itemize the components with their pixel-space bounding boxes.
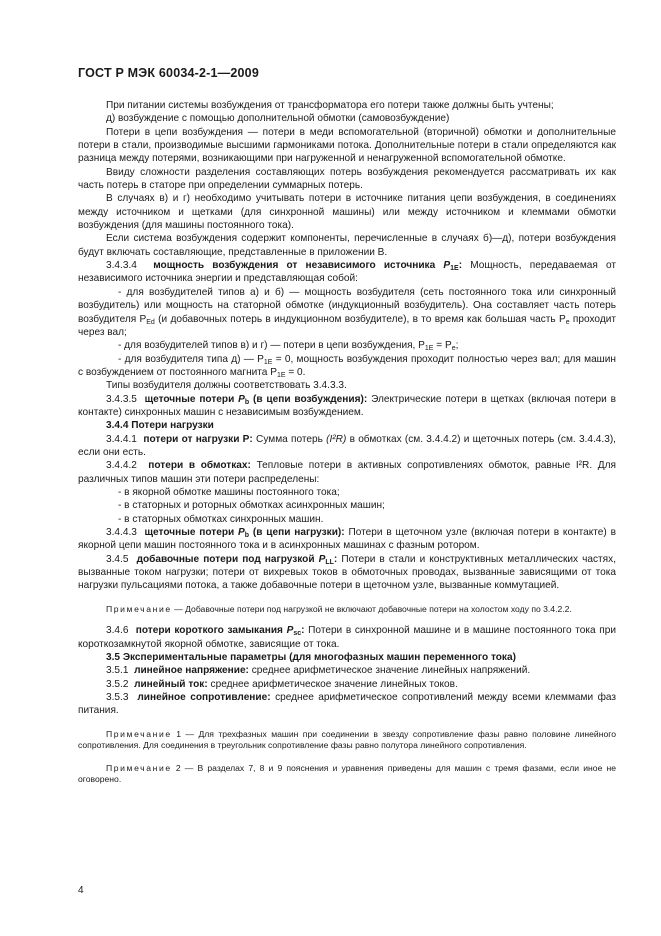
section-3-5-3	[78, 691, 616, 718]
term: потери короткого замыкания	[135, 625, 283, 637]
note-label: Примечание	[106, 762, 172, 773]
term: линейное сопротивление:	[137, 691, 271, 703]
paragraph: Потери в цепи возбуждения — потери в меди вспомогательной (вторичной) обмотки и дополнительные потери в стали, производимые высшими гармониками потока. Дополнительные потери в стали определяются как разница между потерями, возникающими при нагруженной и ненагруженной вспомогательной обмотке.	[78, 126, 616, 165]
section-heading: 3.5 Экспериментальные параметры (для многофазных машин переменного тока)	[106, 651, 516, 663]
list-text: ;	[455, 340, 459, 352]
section-number: 3.4.4.3	[106, 527, 137, 538]
note-text: 2 — В разделах 7, 8 и 9 пояснения и уравнения приведены для машин с тремя фазами, если иное не оговорено.	[78, 762, 616, 785]
definition-text: среднее арифметическое сопротивлений между всеми клеммами фаз питания.	[78, 691, 617, 717]
list-text: = P	[433, 340, 452, 352]
symbol: P	[443, 260, 451, 272]
symbol-subscript: 1E	[450, 265, 459, 273]
term: (в цепи нагрузки):	[252, 527, 345, 538]
paragraph: Если система возбуждения содержит компоненты, перечисленные в случаях б)—д), потери возбуждения будут включать составляющие, представленные в приложении В.	[78, 233, 616, 258]
note-text: 1 — Для трехфазных машин при соединении в звезду сопротивление фазы равно половине линейного сопротивления. Для соединения в треугольник сопротивление фазы равно полутора линейного сопротивления.	[78, 728, 616, 751]
document-body	[78, 99, 616, 786]
list-item	[78, 286, 616, 339]
list-item	[78, 353, 616, 380]
section-3-5	[78, 651, 616, 664]
document-header: ГОСТ Р МЭК 60034-2-1—2009	[78, 66, 259, 80]
list-text: - для возбудителя типа д) — P	[118, 353, 264, 365]
list-item: - в якорной обмотке машины постоянного тока;	[118, 486, 340, 498]
section-3-5-2	[78, 678, 616, 691]
symbol-subscript: LL	[325, 558, 334, 566]
term: потери в обмотках:	[148, 460, 251, 472]
section-3-4-3-4: 3.4.3.4 мощность возбуждения от независимого источника $P_{1E}$: Мощность, передаваемая от независимого источника энергии и представляющая собой:	[78, 260, 617, 285]
symbol-subscript: b	[244, 532, 250, 539]
symbol-subscript: 1E	[263, 358, 273, 366]
formula: (I²R)	[326, 433, 347, 445]
definition-text: Потери в стали и конструктивных металлических частях, вызванные током нагрузки; потери от вихревых токов в обмоточных проводах, вызванные зависящими от тока нагрузки пульсациями потока, а также добавочные потери в щеточном узле, вызванные коммутацией.	[78, 553, 616, 592]
section-3-4-3-5	[78, 393, 616, 420]
symbol-subscript: b	[244, 398, 250, 406]
symbol-subscript: e	[451, 345, 456, 353]
term: линейный ток:	[134, 678, 208, 690]
section-number: 3.4.4.2	[106, 460, 137, 472]
definition-text: Мощность, передаваемая от независимого источника энергии и представляющая собой:	[78, 260, 617, 285]
section-3-4-4-2	[78, 459, 616, 486]
list-item: - в статорных обмотках синхронных машин.	[118, 513, 324, 525]
paragraph: Типы возбудителя должны соответствовать 3.4.3.3.	[106, 380, 347, 392]
definition-text: среднее арифметическое значение линейных напряжений.	[251, 665, 531, 677]
term: мощность возбуждения от независимого источника	[153, 260, 436, 272]
section-heading: 3.4.4 Потери нагрузки	[106, 420, 214, 432]
section-number: 3.4.5	[106, 553, 129, 565]
definition-text: среднее арифметическое значение линейных токов.	[210, 678, 458, 690]
symbol-subscript: sc	[293, 630, 302, 638]
definition-text: Электрические потери в щетках (включая потери в контакте) синхронных машин с независимым возбуждением.	[78, 393, 616, 418]
symbol: P	[238, 393, 245, 405]
paragraph: Ввиду сложности разделения составляющих потерь возбуждения рекомендуется рассматривать их как часть потерь в статоре при определении суммарных потерь.	[78, 166, 616, 192]
list-text: - для возбудителей типов в) и г) — потери в цепи возбуждения, P	[118, 340, 425, 352]
definition-text: в обмотках (см. 3.4.4.2) и щеточных потерь (см. 3.4.4.3), если они есть.	[78, 433, 616, 458]
section-number: 3.4.3.4	[106, 260, 137, 272]
list-text: (и добавочных потерь в индукционном возбудителе), в то время как большая часть P	[154, 313, 566, 325]
symbol: P	[318, 553, 326, 565]
note	[78, 729, 616, 752]
list-text: - для возбудителей типов а) и б) — мощность возбудителя (сеть постоянного тока или синхронный возбудитель) или мощность на статорной обмотке (индукционный возбудитель). Она составляет часть потерь возбудителя P	[78, 286, 616, 325]
section-3-4-4	[78, 419, 616, 432]
paragraph: В случаях в) и г) необходимо учитывать потери в источнике питания цепи возбуждения, в соединениях между источником и щетками (для синхронной машины) или между источником и клеммами обмотки возбуждения (для машины постоянного тока).	[78, 193, 616, 232]
section-3-4-5: 3.4.5 добавочные потери под нагрузкой $P_{LL}$: Потери в стали и конструктивных металлических частях, вызванные током нагрузки; потери от вихревых токов в обмоточных проводах, вызванные зависящими от тока нагрузки пульсациями потока, а также добавочные потери в щеточном узле, вызванные коммутацией.	[78, 553, 616, 592]
symbol: P	[286, 625, 294, 637]
note-text: — Добавочные потери под нагрузкой не включают добавочные потери на холостом ходу по 3.4.2.2.	[174, 603, 572, 614]
section-3-4-4-3	[78, 526, 616, 553]
symbol-subscript: e	[565, 318, 570, 326]
list-item	[78, 339, 616, 352]
symbol-subscript: 1E	[424, 345, 434, 353]
note	[78, 763, 616, 786]
term: линейное напряжение:	[134, 665, 249, 677]
section-number: 3.4.6	[106, 625, 129, 637]
term: щеточные потери	[144, 393, 235, 405]
section-3-5-1	[78, 664, 616, 677]
note-label: Примечание	[106, 603, 172, 614]
definition-text: Потери в синхронной машине и в машине постоянного тока при короткозамкнутой якорной обмотке, зависящие от тока.	[78, 625, 617, 650]
section-number: 3.5.2	[106, 678, 129, 690]
section-number: 3.5.1	[106, 665, 129, 677]
term: (в цепи возбуждения):	[253, 393, 368, 405]
list-text: = 0, мощность возбуждения проходит полностью через вал; для машин с возбуждением от постоянного магнита P	[78, 353, 616, 378]
note	[78, 604, 616, 616]
section-3-4-4-1	[78, 433, 616, 460]
section-3-4-6: 3.4.6 потери короткого замыкания $P_{sc}$: Потери в синхронной машине и в машине постоянного тока при короткозамкнутой якорной обмотке, зависящие от тока.	[78, 625, 617, 650]
definition-text: Сумма потерь	[256, 433, 323, 445]
page-number: 4	[78, 885, 84, 896]
term: потери от нагрузки P:	[143, 433, 253, 445]
definition-text: Потери в щеточном узле (включая потери в контакте) в якорной цепи машин постоянного тока и в асинхронных машинах с фазным ротором.	[78, 527, 616, 552]
list-text: = 0.	[285, 366, 306, 378]
symbol: P	[238, 527, 245, 538]
symbol-subscript: Ed	[146, 318, 155, 326]
section-number: 3.4.4.1	[106, 433, 137, 445]
list-text: проходит через вал;	[78, 313, 616, 338]
term: щеточные потери	[144, 527, 235, 538]
note-label: Примечание	[106, 728, 172, 739]
section-number: 3.4.3.5	[106, 393, 137, 405]
symbol-subscript: 1E	[276, 371, 286, 379]
list-item: - в статорных и роторных обмотках асинхронных машин;	[118, 500, 385, 512]
term: добавочные потери под нагрузкой	[136, 553, 315, 565]
paragraph: д) возбуждение с помощью дополнительной обмотки (самовозбуждение)	[106, 113, 450, 125]
section-number: 3.5.3	[106, 691, 129, 703]
paragraph: При питании системы возбуждения от трансформатора его потери также должны быть учтены;	[106, 100, 554, 111]
definition-text: Тепловые потери в активных сопротивлениях обмоток, равные I²R. Для различных типов машин эти потери распределены:	[78, 460, 616, 485]
